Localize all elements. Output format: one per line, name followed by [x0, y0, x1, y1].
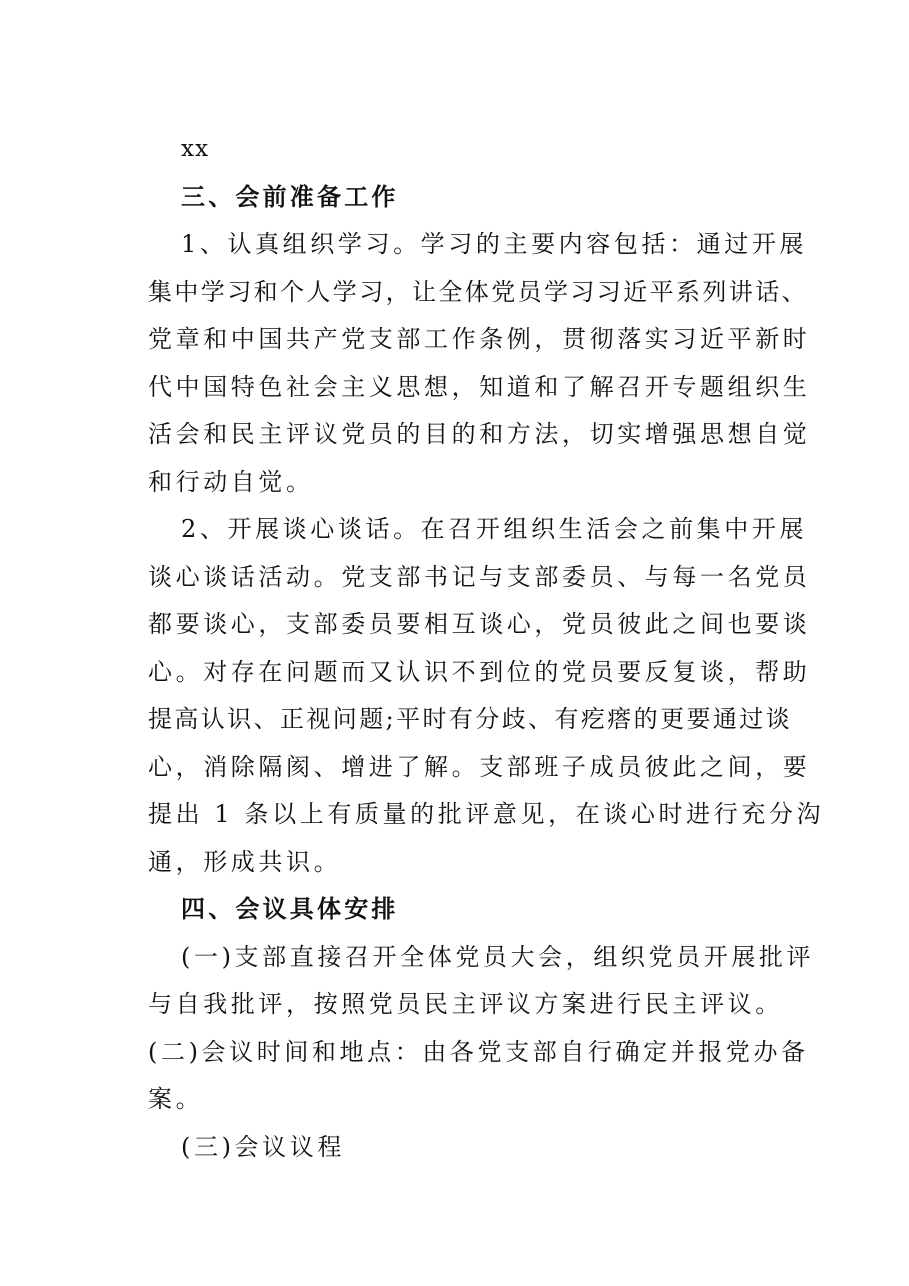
section-four-item-2 — [148, 1029, 809, 1124]
paragraph-line: (一)支部直接召开全体党员大会，组织党员开展批评 — [181, 942, 815, 971]
paragraph-line: 心，消除隔阂、增进了解。支部班子成员彼此之间，要 — [148, 752, 811, 781]
paragraph-line: 代中国特色社会主义思想，知道和了解召开专题组织生 — [148, 372, 811, 401]
paragraph-line: 心。对存在问题而又认识不到位的党员要反复谈，帮助 — [148, 657, 811, 686]
paragraph-line: 提高认识、正视问题;平时有分歧、有疙瘩的更要通过谈 — [148, 705, 793, 733]
paragraph-line: 案。 — [148, 1085, 204, 1113]
top-fragment: xx — [181, 136, 210, 162]
document-body — [148, 126, 825, 1171]
paragraph-line: 与自我批评，按照党员民主评议方案进行民主评议。 — [148, 990, 783, 1018]
paragraph-line: (三)会议议程 — [181, 1132, 345, 1161]
paragraph-line: 集中学习和个人学习，让全体党员学习习近平系列讲话、 — [148, 277, 808, 306]
section-three-item-2 — [148, 506, 825, 886]
section-four-item-1 — [148, 934, 815, 1029]
paragraph-line: 提出 1 条以上有质量的批评意见，在谈心时进行充分沟 — [148, 800, 825, 828]
section-four-item-3 — [148, 1124, 788, 1172]
paragraph-line: 谈心谈话活动。党支部书记与支部委员、与每一名党员 — [148, 562, 811, 591]
section-three-heading: 三、会前准备工作 — [181, 182, 399, 211]
paragraph-line: 党章和中国共产党支部工作条例，贯彻落实习近平新时 — [148, 325, 811, 353]
paragraph-line: 都要谈心，支部委员要相互谈心，党员彼此之间也要谈 — [148, 610, 811, 638]
section-four-heading: 四、会议具体安排 — [181, 895, 399, 923]
paragraph-line: 1、认真组织学习。学习的主要内容包括：通过开展 — [181, 230, 808, 258]
paragraph-line: 活会和民主评议党员的目的和方法，切实增强思想自觉 — [148, 420, 811, 448]
paragraph-line: (二)会议时间和地点：由各党支部自行确定并报党办备 — [148, 1037, 809, 1066]
paragraph-line: 通，形成共识。 — [148, 847, 342, 876]
paragraph-line: 和行动自觉。 — [148, 467, 314, 496]
section-three-item-1 — [148, 221, 811, 506]
paragraph-line: 2、开展谈心谈话。在召开组织生活会之前集中开展 — [181, 515, 808, 543]
